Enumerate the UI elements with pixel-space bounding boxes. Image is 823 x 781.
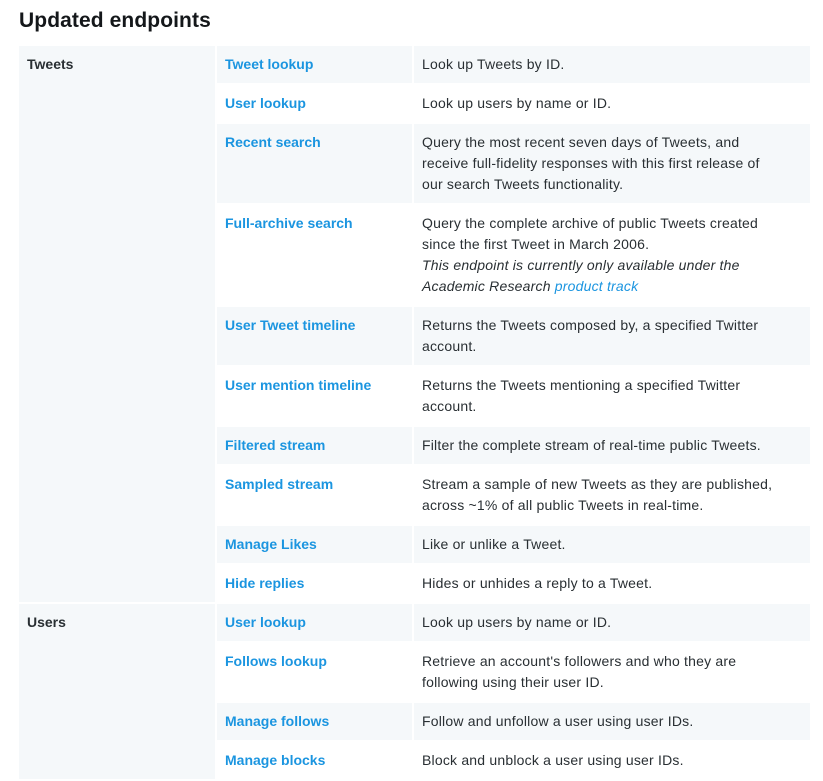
description-cell [414,565,810,604]
endpoint-cell [217,205,414,307]
description-text: Look up users by name or ID. [422,95,612,111]
description-cell [414,46,810,85]
endpoint-cell [217,85,414,124]
description-text: Returns the Tweets composed by, a specified Twitter [422,317,759,333]
endpoint-link[interactable]: Sampled stream [225,476,334,492]
description-text: following using their user ID. [422,674,604,690]
description-text: Filter the complete stream of real-time public Tweets. [422,437,761,453]
description-cell [414,427,810,466]
description-cell [414,604,810,643]
endpoint-link[interactable]: Manage blocks [225,752,326,768]
endpoint-link[interactable]: User mention timeline [225,377,372,393]
description-cell [414,466,810,526]
availability-note [422,255,802,276]
description-cell [414,526,810,565]
description-text: Stream a sample of new Tweets as they are published, [422,476,773,492]
table-row [19,604,810,643]
endpoint-cell [217,124,414,205]
endpoint-cell [217,565,414,604]
description-text: across ~1% of all public Tweets in real-time. [422,497,704,513]
description-text: Like or unlike a Tweet. [422,536,566,552]
endpoint-cell [217,604,414,643]
description-text: Query the complete archive of public Tweets created [422,215,759,231]
description-cell [414,124,810,205]
endpoint-cell [217,742,414,781]
description-cell [414,703,810,742]
description-text: Look up users by name or ID. [422,614,612,630]
endpoint-cell [217,526,414,565]
endpoint-link[interactable]: Follows lookup [225,653,327,669]
description-cell [414,85,810,124]
endpoint-cell [217,703,414,742]
section-heading: Updated endpoints [19,9,211,32]
endpoint-link[interactable]: User Tweet timeline [225,317,356,333]
description-text: account. [422,398,477,414]
availability-note [422,276,802,297]
endpoint-link[interactable]: Manage follows [225,713,330,729]
description-text: Retrieve an account's followers and who they are [422,653,737,669]
availability-note-text: Academic Research [422,278,555,294]
description-text: Look up Tweets by ID. [422,56,565,72]
description-cell [414,307,810,367]
endpoint-cell [217,367,414,427]
description-text: Block and unblock a user using user IDs. [422,752,684,768]
description-text: account. [422,338,477,354]
endpoint-link[interactable]: Recent search [225,134,321,150]
endpoint-cell [217,643,414,703]
endpoint-cell [217,427,414,466]
description-text: receive full-fidelity responses with this first release of [422,155,760,171]
endpoint-link[interactable]: Manage Likes [225,536,317,552]
endpoints-table [19,46,810,781]
description-cell [414,367,810,427]
description-text: since the first Tweet in March 2006. [422,236,650,252]
description-text: Follow and unfollow a user using user IDs. [422,713,694,729]
description-text: Query the most recent seven days of Tweets, and [422,134,740,150]
availability-note-text: This endpoint is currently only available under the [422,257,740,273]
description-text: Hides or unhides a reply to a Tweet. [422,575,653,591]
endpoint-cell [217,46,414,85]
description-text: our search Tweets functionality. [422,176,624,192]
description-cell [414,643,810,703]
group-label: Tweets [19,46,217,604]
description-text: Returns the Tweets mentioning a specified Twitter [422,377,741,393]
product-track-link[interactable]: product track [554,278,639,294]
endpoints-table-body [19,46,810,781]
description-cell [414,205,810,307]
description-cell [414,742,810,781]
endpoint-link[interactable]: Filtered stream [225,437,326,453]
endpoint-cell [217,307,414,367]
endpoint-link[interactable]: Hide replies [225,575,305,591]
table-row [19,46,810,85]
endpoint-link[interactable]: User lookup [225,95,306,111]
group-label: Users [19,604,217,781]
endpoint-link[interactable]: Tweet lookup [225,56,314,72]
endpoint-link[interactable]: Full-archive search [225,215,353,231]
endpoint-cell [217,466,414,526]
endpoint-link[interactable]: User lookup [225,614,306,630]
